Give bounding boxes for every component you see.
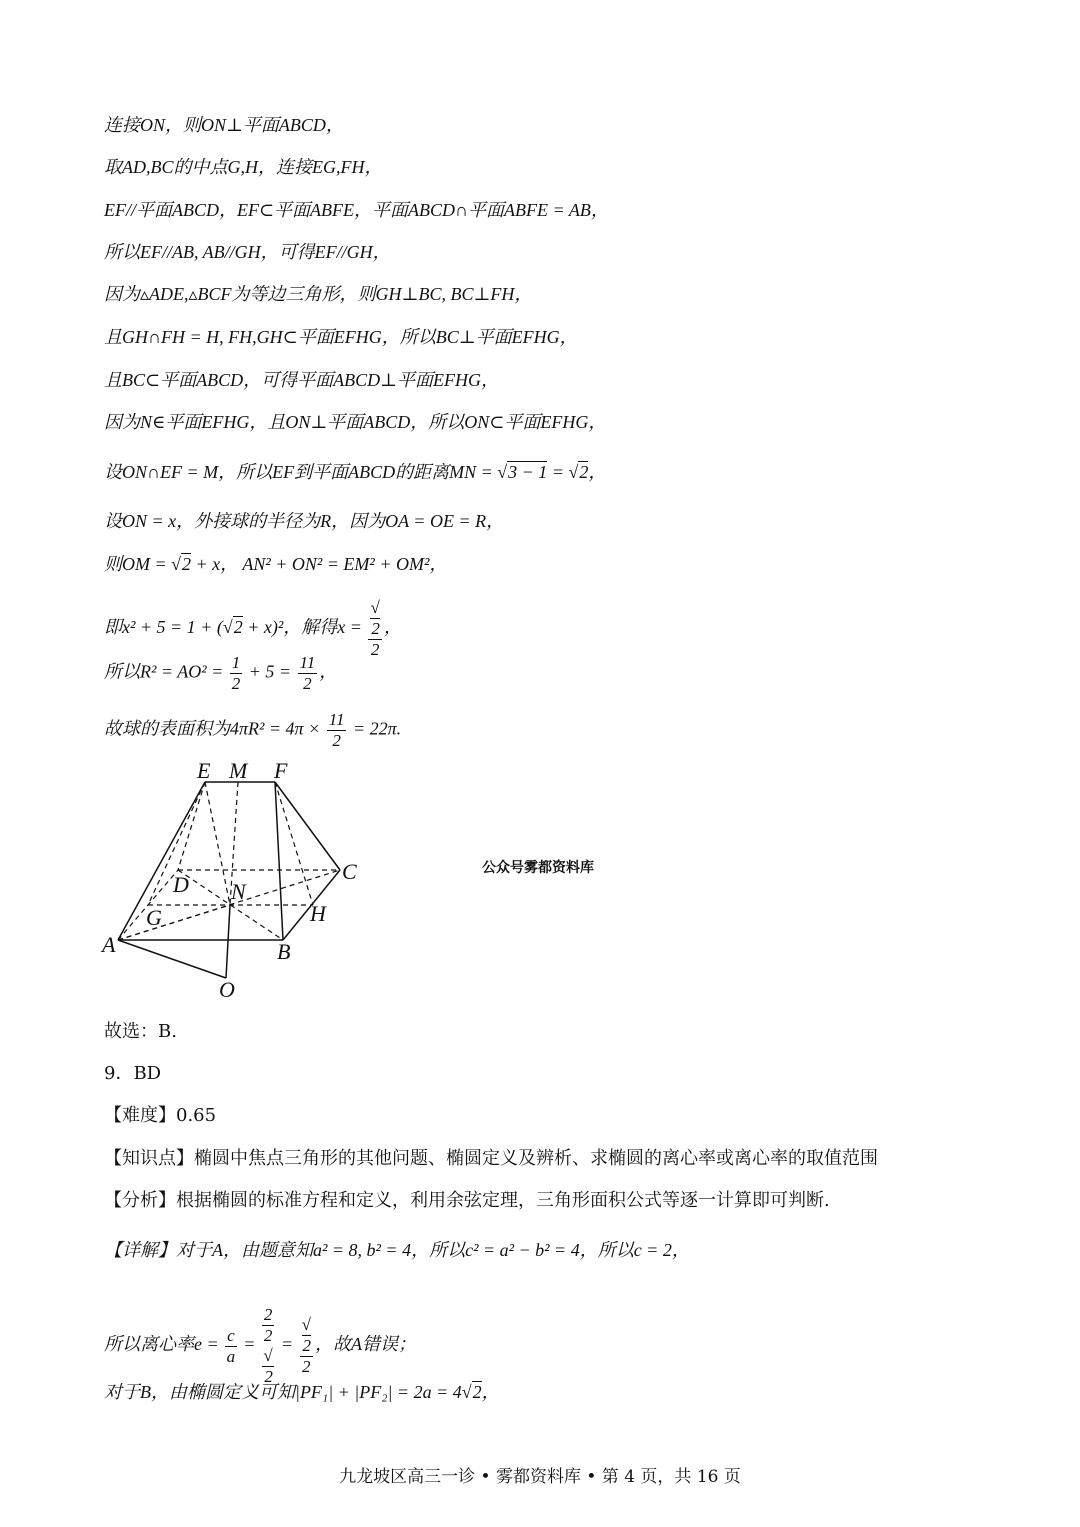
line-4: 所以EF//AB, AB//GH，可得EF//GH，: [104, 242, 391, 262]
detail: 【详解】对于A，由题意知a² = 8, b² = 4，所以c² = a² − b² = 4，所以c = 2，: [104, 1240, 690, 1260]
label-C: C: [342, 859, 357, 884]
fraction-11-over-2: $\frac{11}{2}$: [299, 653, 316, 693]
fraction-c-over-a: $\frac{c}{a}$: [226, 1325, 236, 1366]
label-G: G: [146, 905, 162, 930]
line-11: 则OM = √2 + x， AN² + ON² = EM² + OM²，: [104, 554, 448, 574]
line-7: 且BC⊂平面ABCD，可得平面ABCD⊥平面EFHG，: [104, 370, 499, 390]
fraction-sqrt2-over-2c: √ 2 2: [300, 1315, 314, 1377]
analysis: 【分析】根据椭圆的标准方程和定义，利用余弦定理，三角形面积公式等逐一计算即可判断.: [104, 1190, 830, 1211]
line-2: 取AD,BC的中点G,H，连接EG,FH，: [104, 157, 383, 177]
page-footer: 九龙坡区高三一诊 • 雾都资料库 • 第 4 页，共 16 页: [339, 1467, 741, 1487]
line-3: EF//平面ABCD，EF⊂平面ABFE，平面ABCD∩平面ABFE = AB，: [104, 200, 609, 220]
polyhedron-diagram: [98, 755, 358, 1005]
label-F: F: [274, 758, 288, 783]
line-14: 故球的表面积为4πR² = 4π × $\frac{11}{2}$ = 22π.: [104, 710, 402, 750]
eccentricity-line: 所以离心率e = $\frac{c}{a}$ = 2 2 √ 2 = √ 2 2 ，故A错误；: [104, 1305, 416, 1386]
label-O: O: [219, 977, 235, 1002]
line-8: 因为N∈平面EFHG，且ON⊥平面ABCD，所以ON⊂平面EFHG，: [104, 412, 607, 432]
fraction-sqrt2-over-2: √ 2 2: [368, 598, 382, 660]
answer: 故选：B.: [104, 1021, 177, 1042]
line-9: 设ON∩EF = M，所以EF到平面ABCD的距离MN = √3 − 1 = √2，: [104, 462, 607, 482]
label-A: A: [102, 932, 116, 957]
line-1: 连接ON，则ON⊥平面ABCD，: [104, 115, 344, 135]
line-5: 因为▵ADE,▵BCF为等边三角形，则GH⊥BC, BC⊥FH，: [104, 284, 533, 304]
knowledge-points: 【知识点】椭圆中焦点三角形的其他问题、椭圆定义及辨析、求椭圆的离心率或离心率的取值范围: [104, 1148, 878, 1169]
geometry-figure: [98, 755, 358, 1005]
line-12: 即x² + 5 = 1 + (√2 + x)²，解得x = √ 2 2 ，: [104, 598, 402, 659]
difficulty: 【难度】0.65: [104, 1105, 217, 1126]
label-N: N: [231, 879, 246, 904]
for-B-line: 对于B，由椭圆定义可知|PF₁| + |PF₂| = 2a = 4√2，: [104, 1382, 500, 1402]
label-E: E: [197, 758, 211, 783]
label-D: D: [173, 872, 189, 897]
label-M: M: [229, 758, 248, 783]
label-H: H: [310, 901, 326, 926]
line-6: 且GH∩FH = H, FH,GH⊂平面EFHG，所以BC⊥平面EFHG，: [104, 327, 578, 347]
question-9: 9．BD: [104, 1063, 162, 1084]
fraction-1-over-2: $\frac{1}{2}$: [231, 653, 241, 693]
line-13: 所以R² = AO² = $\frac{1}{2}$ + 5 = $\frac{11}{2}$ ，: [104, 653, 338, 693]
fraction-2-over-2sqrt2: 2 2 √ 2: [263, 1305, 273, 1386]
line-10: 设ON = x，外接球的半径为R，因为OA = OE = R，: [104, 511, 505, 531]
fraction-11-over-2b: $\frac{11}{2}$: [328, 710, 345, 750]
label-B: B: [277, 939, 291, 964]
watermark: 公众号雾都资料库: [482, 860, 594, 876]
